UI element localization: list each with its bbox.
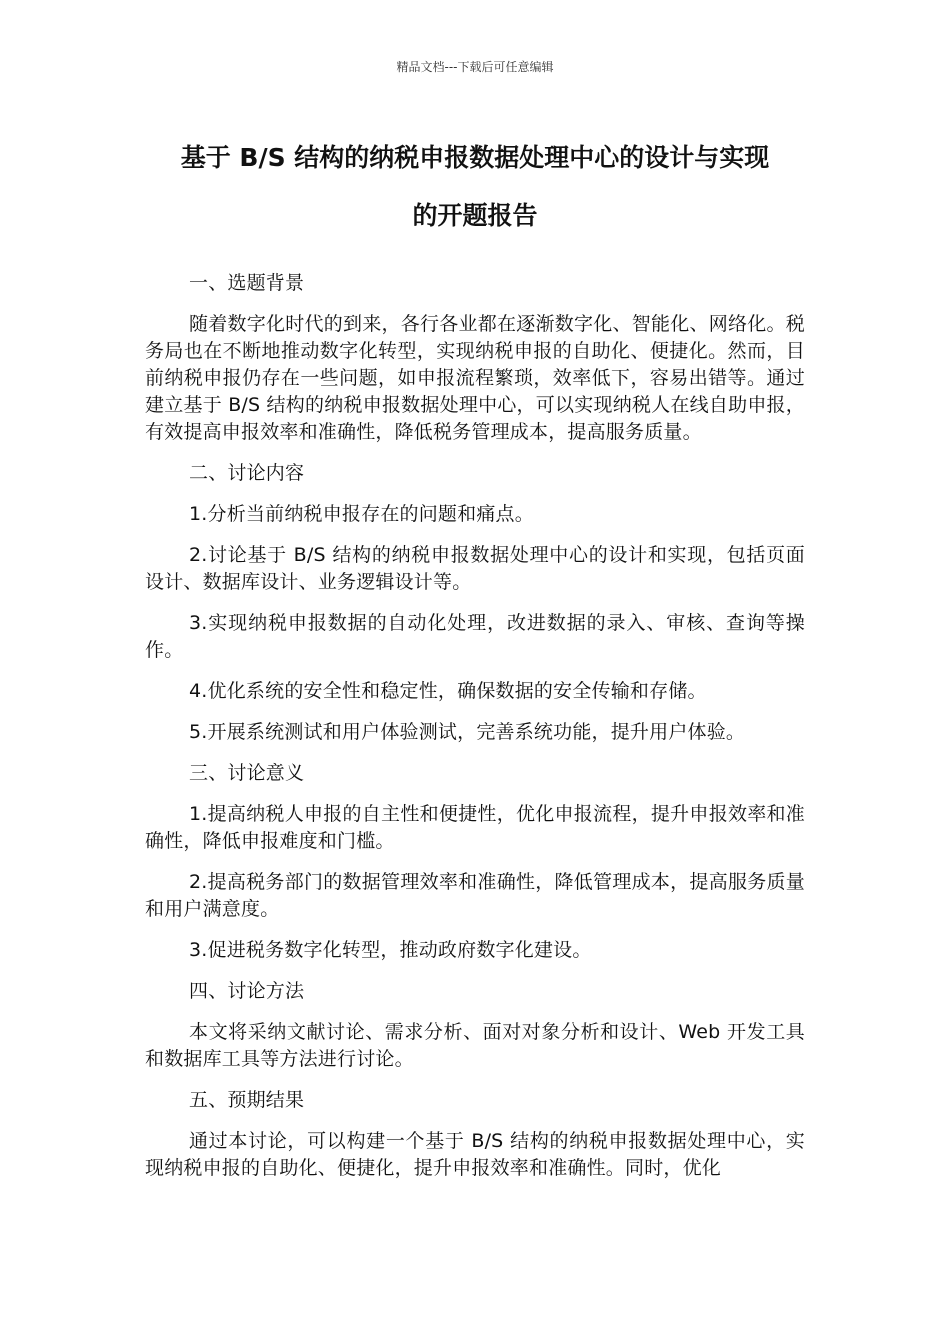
content-item-3: 3.实现纳税申报数据的自动化处理，改进数据的录入、审核、查询等操作。 — [145, 612, 805, 661]
title-line-1: 基于 B/S 结构的纳税申报数据处理中心的设计与实现 — [180, 143, 770, 172]
section-heading-background: 一、选题背景 — [189, 272, 305, 294]
document-body — [145, 270, 805, 1196]
section-heading-content: 二、讨论内容 — [189, 462, 305, 484]
content-item-1: 1.分析当前纳税申报存在的问题和痛点。 — [189, 503, 534, 525]
content-item-5: 5.开展系统测试和用户体验测试，完善系统功能，提升用户体验。 — [189, 721, 746, 743]
section-heading-results: 五、预期结果 — [189, 1089, 305, 1111]
significance-item-1: 1.提高纳税人申报的自主性和便捷性，优化申报流程，提升申报效率和准确性，降低申报难度和门槛。 — [145, 803, 805, 852]
section-heading-significance: 三、讨论意义 — [189, 762, 305, 784]
significance-item-3: 3.促进税务数字化转型，推动政府数字化建设。 — [189, 939, 592, 961]
title-line-2: 的开题报告 — [412, 201, 538, 230]
significance-item-2: 2.提高税务部门的数据管理效率和准确性，降低管理成本，提高服务质量和用户满意度。 — [145, 871, 805, 920]
paragraph-background: 随着数字化时代的到来，各行各业都在逐渐数字化、智能化、网络化。税务局也在不断地推动数字化转型，实现纳税申报的自助化、便捷化。然而，目前纳税申报仍存在一些问题，如申报流程繁琐，效率低下，容易出错等。通过建立基于 B/S 结构的纳税申报数据处理中心，可以实现纳税人在线自助申报，有效提高申报效率和准确性，降低税务管理成本，提高服务质量。 — [145, 313, 805, 443]
header-note: 精品文档---下载后可任意编辑 — [396, 60, 554, 74]
content-item-2: 2.讨论基于 B/S 结构的纳税申报数据处理中心的设计和实现，包括页面设计、数据库设计、业务逻辑设计等。 — [145, 544, 805, 593]
paragraph-results: 通过本讨论，可以构建一个基于 B/S 结构的纳税申报数据处理中心，实现纳税申报的自助化、便捷化，提升申报效率和准确性。同时，优化 — [145, 1130, 805, 1179]
section-heading-method: 四、讨论方法 — [189, 980, 305, 1002]
paragraph-method: 本文将采纳文献讨论、需求分析、面对对象分析和设计、Web 开发工具和数据库工具等方法进行讨论。 — [145, 1021, 805, 1070]
content-item-4: 4.优化系统的安全性和稳定性，确保数据的安全传输和存储。 — [189, 680, 707, 702]
